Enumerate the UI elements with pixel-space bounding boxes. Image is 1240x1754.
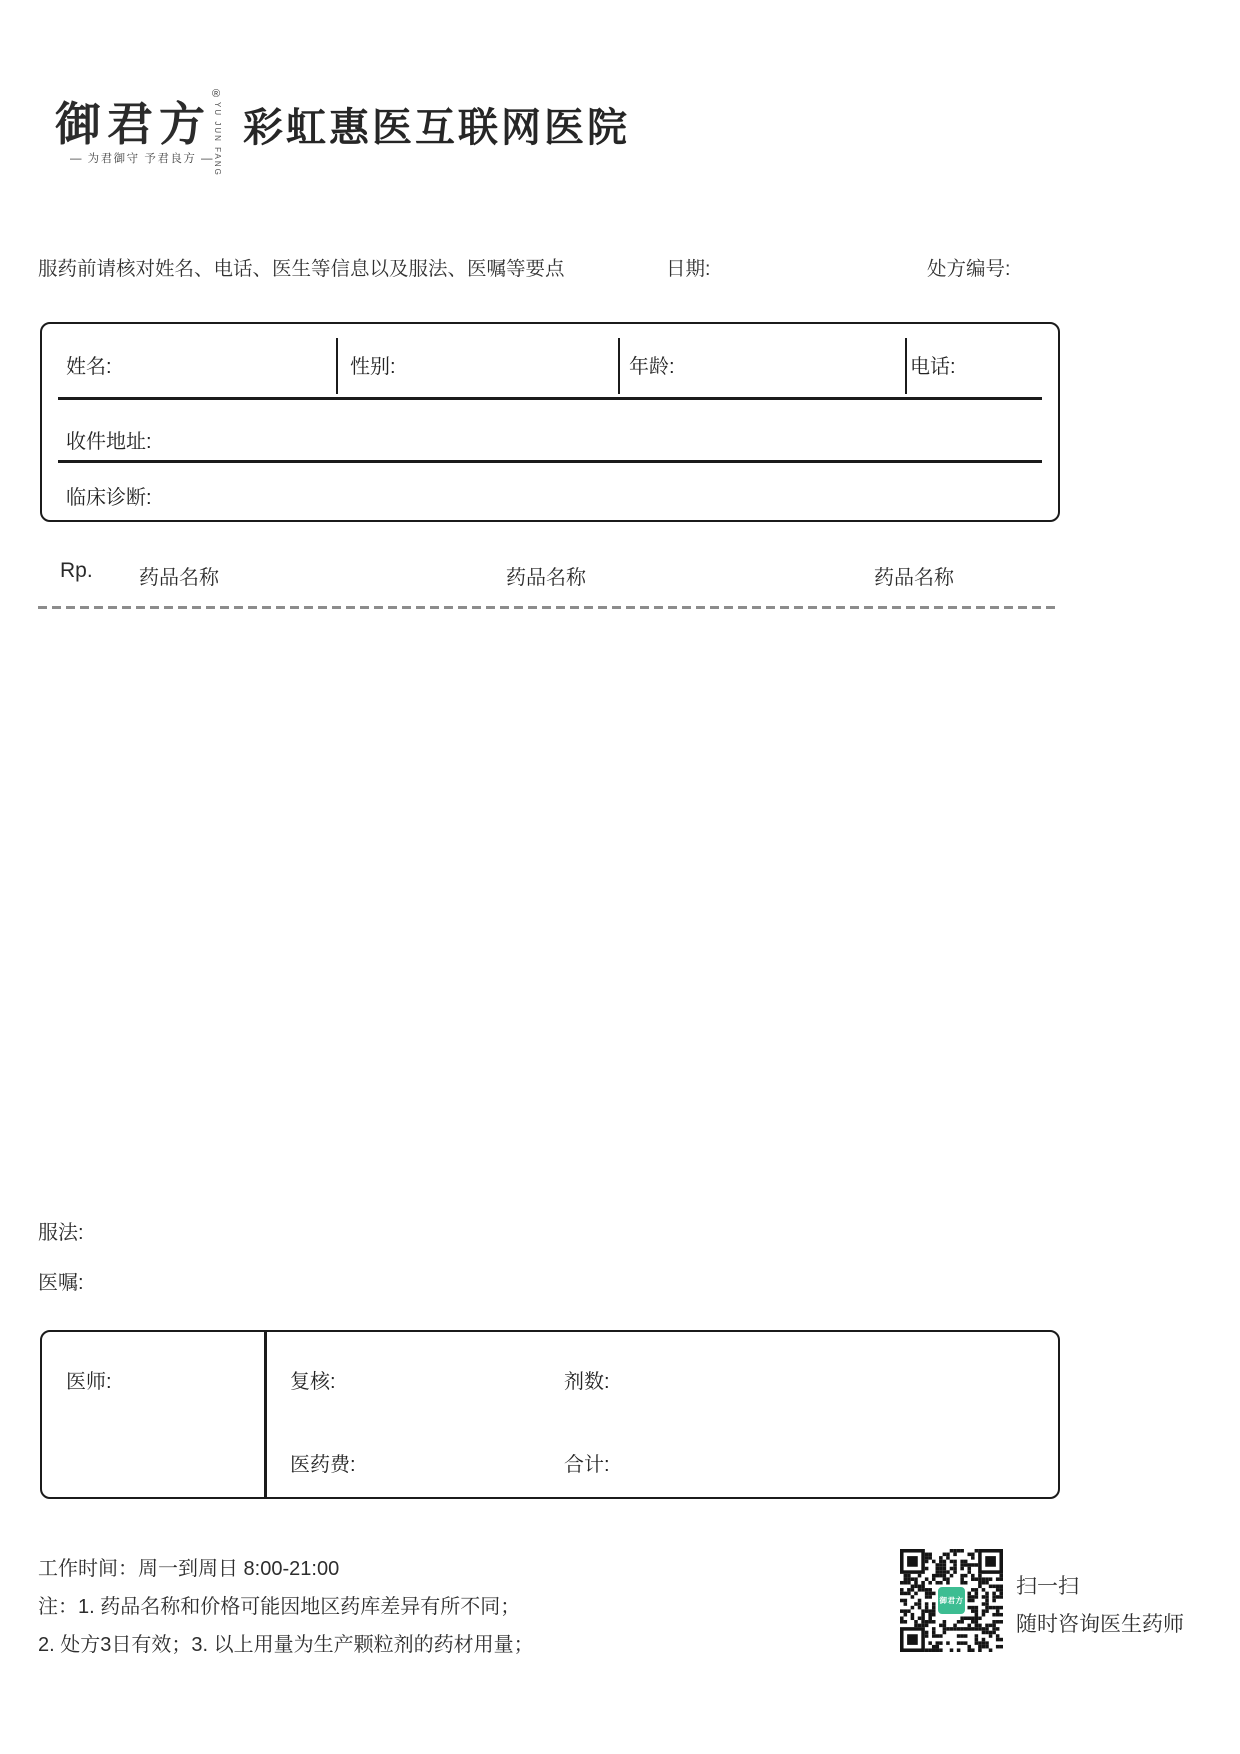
qr-code [900,1549,1003,1652]
drug-name-column-header: 药品名称 [506,567,586,589]
rx-dashed-divider [38,606,1056,609]
signature-fee-box [40,1330,1060,1499]
physician-label: 医师: [66,1371,112,1393]
usage-method-label: 服法: [38,1222,84,1244]
note-line-1: 注：1. 药品名称和价格可能因地区药库差异有所不同； [38,1596,521,1618]
column-divider [618,338,620,394]
patient-name-label: 姓名: [66,356,112,378]
patient-age-label: 年龄: [629,356,675,378]
brand-tagline: — 为君御守 予君良方 — [69,153,215,165]
brand-logo-pinyin: YU JUN FANG [213,102,222,177]
note-line-2: 2. 处方3日有效；3. 以上用量为生产颗粒剂的药材用量； [38,1634,534,1656]
row-divider [58,460,1042,463]
hospital-title: 彩虹惠医互联网医院 [243,106,630,150]
column-divider [336,338,338,394]
rp-label: Rp. [60,559,93,582]
qr-consult-label: 随时咨询医生药师 [1016,1613,1184,1636]
date-label: 日期: [666,258,711,280]
work-hours-text: 工作时间：周一到周日 8:00-21:00 [38,1558,340,1580]
medicine-fee-label: 医药费: [290,1454,356,1476]
clinical-diagnosis-label: 临床诊断: [66,487,152,509]
qr-scan-label: 扫一扫 [1016,1575,1079,1598]
review-label: 复核: [290,1371,336,1393]
column-divider [905,338,907,394]
brand-logo-text: 御君方 [55,97,211,151]
dose-count-label: 剂数: [564,1371,610,1393]
row-divider [58,397,1042,400]
drug-name-column-header: 药品名称 [139,567,219,589]
qr-center-logo: 御君方 [936,1585,967,1616]
total-label: 合计: [564,1454,610,1476]
drug-name-column-header: 药品名称 [874,567,954,589]
column-divider [264,1332,267,1497]
patient-phone-label: 电话: [910,356,956,378]
shipping-address-label: 收件地址: [66,431,152,453]
registered-trademark-icon: ® [212,88,221,100]
verify-notice-text: 服药前请核对姓名、电话、医生等信息以及服法、医嘱等要点 [38,258,565,280]
patient-gender-label: 性别: [350,356,396,378]
doctor-advice-label: 医嘱: [38,1272,84,1294]
patient-info-box [40,322,1060,522]
rx-number-label: 处方编号: [927,258,1011,280]
